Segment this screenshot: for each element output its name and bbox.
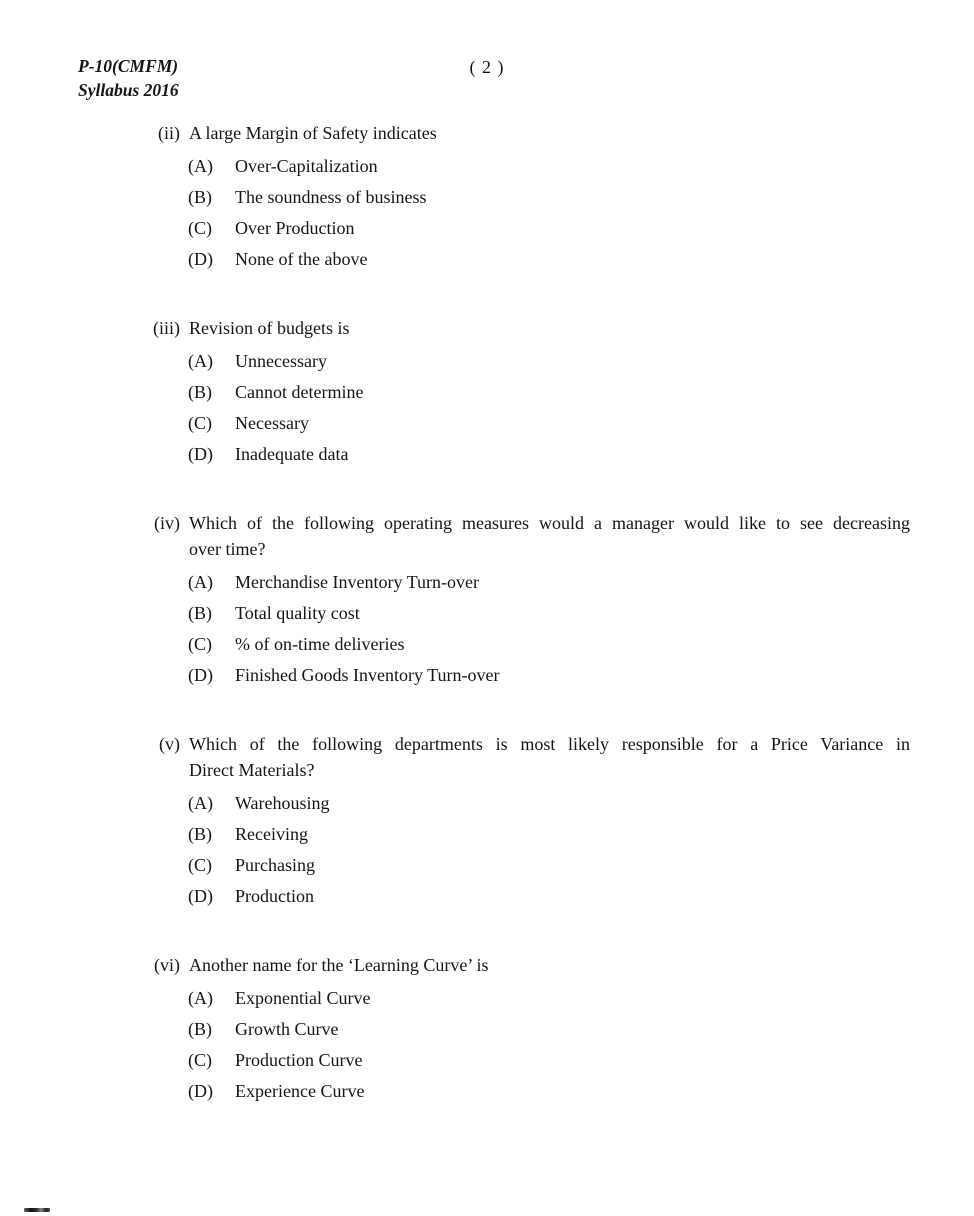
option-text: Total quality cost bbox=[235, 603, 360, 623]
option-text: Unnecessary bbox=[235, 351, 327, 371]
question-line bbox=[0, 731, 910, 783]
option-text: The soundness of business bbox=[235, 187, 427, 207]
question-number: (vi) bbox=[154, 955, 180, 975]
option-letter: (C) bbox=[188, 634, 212, 654]
option-row bbox=[0, 182, 910, 213]
option-letter: (B) bbox=[188, 603, 212, 623]
option-text: Finished Goods Inventory Turn-over bbox=[235, 665, 500, 685]
question-block bbox=[0, 510, 910, 691]
option-row bbox=[0, 1076, 910, 1107]
option-row bbox=[0, 788, 910, 819]
question-number: (iii) bbox=[153, 318, 180, 338]
question-line bbox=[0, 120, 910, 146]
question-line bbox=[0, 952, 910, 978]
option-letter: (B) bbox=[188, 1019, 212, 1039]
question-text-line: Direct Materials? bbox=[189, 760, 315, 780]
option-letter: (D) bbox=[188, 886, 213, 906]
option-text: % of on-time deliveries bbox=[235, 634, 405, 654]
option-row bbox=[0, 377, 910, 408]
option-row bbox=[0, 244, 910, 275]
scan-artifact bbox=[24, 1208, 50, 1212]
question-block bbox=[0, 952, 910, 1107]
option-row bbox=[0, 660, 910, 691]
question-text-line: A large Margin of Safety indicates bbox=[189, 123, 437, 143]
option-text: Purchasing bbox=[235, 855, 315, 875]
option-row bbox=[0, 408, 910, 439]
question-number: (v) bbox=[159, 734, 180, 754]
question-block bbox=[0, 731, 910, 912]
option-text: Over-Capitalization bbox=[235, 156, 378, 176]
option-text: Merchandise Inventory Turn-over bbox=[235, 572, 479, 592]
option-letter: (C) bbox=[188, 218, 212, 238]
option-row bbox=[0, 346, 910, 377]
option-row bbox=[0, 629, 910, 660]
question-block bbox=[0, 315, 910, 470]
option-letter: (C) bbox=[188, 1050, 212, 1070]
option-row bbox=[0, 819, 910, 850]
option-letter: (A) bbox=[188, 351, 213, 371]
option-letter: (D) bbox=[188, 665, 213, 685]
option-letter: (A) bbox=[188, 572, 213, 592]
option-row bbox=[0, 567, 910, 598]
question-text bbox=[189, 952, 910, 978]
option-letter: (A) bbox=[188, 156, 213, 176]
option-text: Necessary bbox=[235, 413, 309, 433]
options bbox=[0, 983, 910, 1107]
option-row bbox=[0, 1014, 910, 1045]
option-text: Experience Curve bbox=[235, 1081, 365, 1101]
option-text: Growth Curve bbox=[235, 1019, 339, 1039]
question-number: (ii) bbox=[158, 123, 180, 143]
question-text bbox=[189, 731, 910, 783]
option-letter: (B) bbox=[188, 187, 212, 207]
option-letter: (D) bbox=[188, 1081, 213, 1101]
option-letter: (B) bbox=[188, 824, 212, 844]
option-text: Exponential Curve bbox=[235, 988, 371, 1008]
option-text: Cannot determine bbox=[235, 382, 364, 402]
question-block bbox=[0, 120, 910, 275]
question-line bbox=[0, 315, 910, 341]
option-letter: (A) bbox=[188, 988, 213, 1008]
option-text: Over Production bbox=[235, 218, 355, 238]
option-row bbox=[0, 1045, 910, 1076]
option-text: Inadequate data bbox=[235, 444, 349, 464]
question-text bbox=[189, 510, 910, 562]
option-letter: (C) bbox=[188, 855, 212, 875]
question-text-line: Revision of budgets is bbox=[189, 318, 350, 338]
options bbox=[0, 788, 910, 912]
question-text-line: Another name for the ‘Learning Curve’ is bbox=[189, 955, 489, 975]
syllabus-label: Syllabus 2016 bbox=[78, 80, 179, 100]
question-text-line: over time? bbox=[189, 539, 266, 559]
option-text: Production Curve bbox=[235, 1050, 363, 1070]
option-row bbox=[0, 983, 910, 1014]
option-row bbox=[0, 213, 910, 244]
question-line bbox=[0, 510, 910, 562]
question-text bbox=[189, 120, 910, 146]
question-text bbox=[189, 315, 910, 341]
doc-code: P-10(CMFM) bbox=[78, 56, 179, 76]
questions bbox=[0, 120, 910, 1107]
option-row bbox=[0, 881, 910, 912]
option-text: Warehousing bbox=[235, 793, 330, 813]
question-number: (iv) bbox=[154, 513, 180, 533]
options bbox=[0, 151, 910, 275]
question-text-line: Which of the following departments is most likely responsible for a Price Variance in bbox=[189, 734, 910, 754]
option-text: Production bbox=[235, 886, 314, 906]
options bbox=[0, 567, 910, 691]
options bbox=[0, 346, 910, 470]
option-letter: (B) bbox=[188, 382, 212, 402]
option-letter: (D) bbox=[188, 444, 213, 464]
option-row bbox=[0, 439, 910, 470]
option-text: None of the above bbox=[235, 249, 368, 269]
option-row bbox=[0, 850, 910, 881]
option-text: Receiving bbox=[235, 824, 308, 844]
page-number: ( 2 ) bbox=[469, 57, 505, 77]
option-row bbox=[0, 151, 910, 182]
option-letter: (A) bbox=[188, 793, 213, 813]
option-letter: (D) bbox=[188, 249, 213, 269]
option-row bbox=[0, 598, 910, 629]
question-text-line: Which of the following operating measures would a manager would like to see decreasing bbox=[189, 513, 910, 533]
option-letter: (C) bbox=[188, 413, 212, 433]
